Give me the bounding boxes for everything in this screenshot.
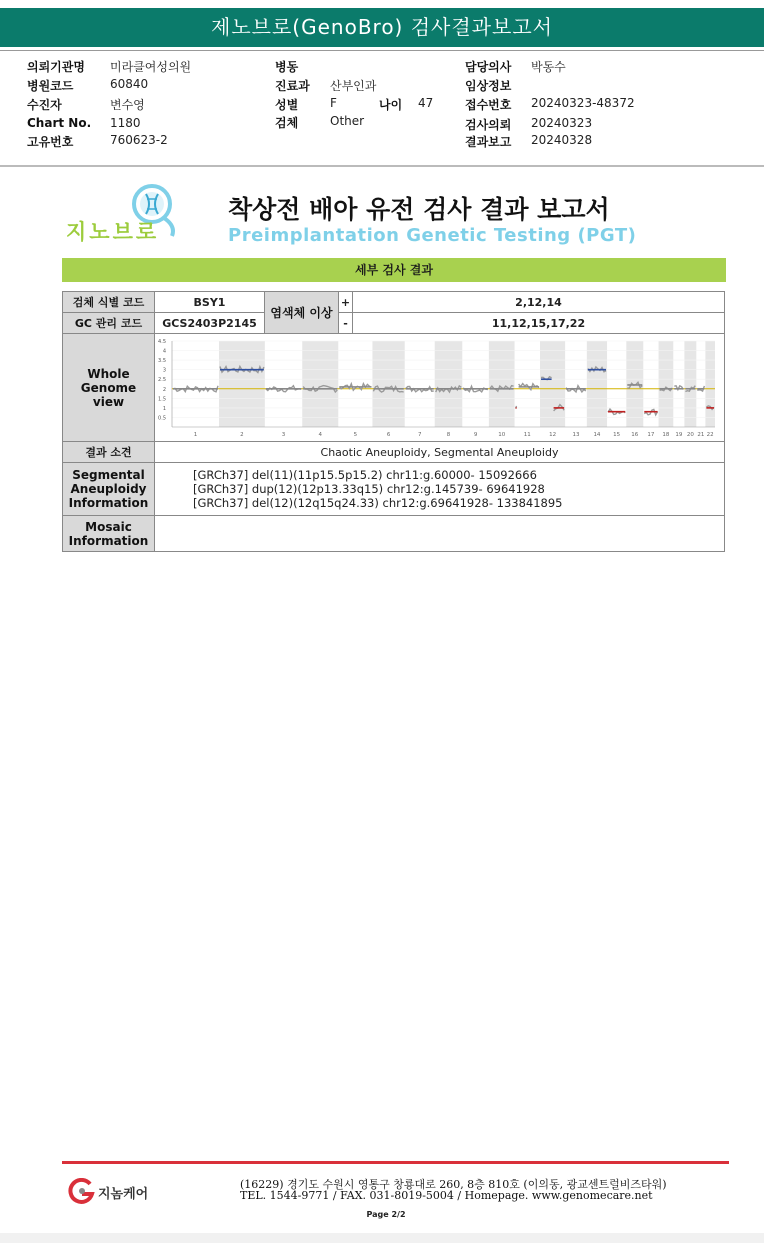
y-tick-label: 1.5 bbox=[158, 395, 166, 402]
genome-chart-cell bbox=[155, 334, 725, 442]
patient-info bbox=[0, 56, 764, 156]
info-value: 60840 bbox=[110, 77, 149, 91]
gain-sign: + bbox=[339, 292, 353, 313]
report-header: 제노브로(GenoBro) 검사결과보고서 bbox=[0, 8, 764, 47]
info-label: 결과보고 bbox=[465, 135, 512, 149]
page-number: Page 2/2 bbox=[366, 1210, 406, 1219]
segmental-line: [GRCh37] del(11)(11p15.5p15.2) chr11:g.60000- 15092666 bbox=[193, 468, 537, 482]
chromosome-label: 11 bbox=[523, 431, 531, 438]
footer-divider bbox=[62, 1161, 729, 1164]
y-tick-label: 2 bbox=[162, 386, 166, 393]
results-table bbox=[62, 291, 725, 552]
chromosome-band bbox=[372, 341, 404, 427]
chromosome-band bbox=[489, 341, 515, 427]
info-value: Other bbox=[330, 114, 365, 128]
chromosome-label: 10 bbox=[498, 431, 506, 438]
loss-chromosomes: 11,12,15,17,22 bbox=[353, 313, 725, 334]
chromosome-label: 14 bbox=[593, 431, 601, 438]
info-value: 20240323 bbox=[531, 116, 593, 130]
chromosome-band bbox=[435, 341, 463, 427]
y-tick-label: 0.5 bbox=[158, 414, 166, 421]
info-label: 고유번호 bbox=[27, 135, 74, 149]
chromosome-band bbox=[302, 341, 338, 427]
info-value: F bbox=[330, 96, 337, 110]
chromosome-label: 8 bbox=[446, 431, 451, 438]
abnormality-label: 염색체 이상 bbox=[265, 292, 339, 334]
info-label: 검체 bbox=[275, 116, 299, 130]
report-subtitle: Preimplantation Genetic Testing (PGT) bbox=[228, 225, 637, 246]
y-tick-label: 3 bbox=[162, 367, 166, 374]
genomecare-logo-text: 지놈케어 bbox=[98, 1187, 149, 1202]
chromosome-label: 13 bbox=[572, 431, 580, 438]
footer-contact: TEL. 1544-9771 / FAX. 031-8019-5004 / Homepage. www.genomecare.net bbox=[240, 1189, 653, 1202]
chromosome-label: 22 bbox=[706, 431, 714, 438]
genome-view-label: Whole Genome view bbox=[63, 334, 155, 442]
info-value: 변수영 bbox=[110, 98, 145, 112]
y-tick-label: 1 bbox=[162, 405, 166, 412]
gc-code-value: GCS2403P2145 bbox=[155, 313, 265, 334]
chromosome-band bbox=[540, 341, 565, 427]
chromosome-band bbox=[587, 341, 607, 427]
chromosome-label: 5 bbox=[353, 431, 358, 438]
info-label: 임상정보 bbox=[465, 79, 512, 93]
result-label: 결과 소견 bbox=[63, 442, 155, 463]
chromosome-band bbox=[659, 341, 674, 427]
info-value: 1180 bbox=[110, 116, 141, 130]
info-label: 담당의사 bbox=[465, 60, 512, 74]
gc-code-label: GC 관리 코드 bbox=[63, 313, 155, 334]
info-value: 760623-2 bbox=[110, 133, 168, 147]
info-label: Chart No. bbox=[27, 116, 92, 130]
info-label: 검사의뢰 bbox=[465, 118, 512, 132]
chromosome-band bbox=[219, 341, 265, 427]
info-value: 20240328 bbox=[531, 133, 593, 147]
info-label: 의뢰기관명 bbox=[27, 60, 85, 74]
chromosome-band bbox=[705, 341, 715, 427]
info-label: 성별 bbox=[275, 98, 299, 112]
info-value: 미라클여성의원 bbox=[110, 60, 192, 74]
chromosome-label: 4 bbox=[318, 431, 323, 438]
age-value: 47 bbox=[418, 96, 434, 110]
chromosome-label: 1 bbox=[193, 431, 198, 438]
whole-genome-chart bbox=[155, 335, 724, 441]
genomecare-logo-icon bbox=[68, 1178, 96, 1204]
chromosome-label: 18 bbox=[662, 431, 670, 438]
segmental-info bbox=[155, 463, 725, 516]
chromosome-label: 7 bbox=[417, 431, 422, 438]
info-label: 병동 bbox=[275, 60, 299, 74]
age-label: 나이 bbox=[379, 98, 403, 112]
info-label: 병원코드 bbox=[27, 79, 74, 93]
sample-id-value: BSY1 bbox=[155, 292, 265, 313]
footer-address: (16229) 경기도 수원시 영통구 창룡대로 260, 8층 810호 (이의동, 광교센트럴비즈타워) bbox=[240, 1178, 667, 1191]
info-value: 산부인과 bbox=[330, 79, 377, 93]
mosaic-label: Mosaic Information bbox=[63, 516, 155, 552]
chromosome-band bbox=[684, 341, 696, 427]
result-value: Chaotic Aneuploidy, Segmental Aneuploidy bbox=[155, 442, 725, 463]
info-label: 수진자 bbox=[27, 98, 62, 112]
header-divider bbox=[0, 50, 764, 51]
segmental-label: Segmental Aneuploidy Information bbox=[63, 463, 155, 516]
report-title: 착상전 배아 유전 검사 결과 보고서 bbox=[228, 195, 610, 224]
info-label: 진료과 bbox=[275, 79, 310, 93]
sample-id-label: 검체 식별 코드 bbox=[63, 292, 155, 313]
genobro-logo-text: 지노브로 bbox=[66, 220, 160, 244]
chromosome-label: 12 bbox=[549, 431, 557, 438]
gain-chromosomes: 2,12,14 bbox=[353, 292, 725, 313]
chromosome-label: 6 bbox=[386, 431, 391, 438]
chromosome-label: 3 bbox=[281, 431, 286, 438]
info-label: 접수번호 bbox=[465, 98, 512, 112]
chromosome-label: 9 bbox=[473, 431, 478, 438]
info-divider bbox=[0, 165, 764, 167]
mosaic-value bbox=[155, 516, 725, 552]
chromosome-label: 21 bbox=[697, 431, 705, 438]
chromosome-band bbox=[626, 341, 643, 427]
chromosome-label: 2 bbox=[240, 431, 244, 438]
loss-sign: - bbox=[339, 313, 353, 334]
chromosome-label: 20 bbox=[686, 431, 694, 438]
chromosome-label: 17 bbox=[647, 431, 655, 438]
chromosome-label: 16 bbox=[631, 431, 639, 438]
chromosome-label: 15 bbox=[613, 431, 621, 438]
y-tick-label: 4.5 bbox=[158, 338, 166, 345]
y-tick-label: 4 bbox=[162, 348, 166, 355]
segmental-line: [GRCh37] dup(12)(12p13.33q15) chr12:g.145739- 69641928 bbox=[193, 482, 545, 496]
section-title: 세부 검사 결과 bbox=[62, 258, 726, 282]
info-value: 박동수 bbox=[531, 60, 566, 74]
segmental-line: [GRCh37] del(12)(12q15q24.33) chr12:g.69641928- 133841895 bbox=[193, 496, 563, 510]
y-tick-label: 3.5 bbox=[158, 357, 166, 364]
chromosome-label: 19 bbox=[675, 431, 683, 438]
y-tick-label: 2.5 bbox=[158, 376, 166, 383]
info-value: 20240323-48372 bbox=[531, 96, 635, 110]
